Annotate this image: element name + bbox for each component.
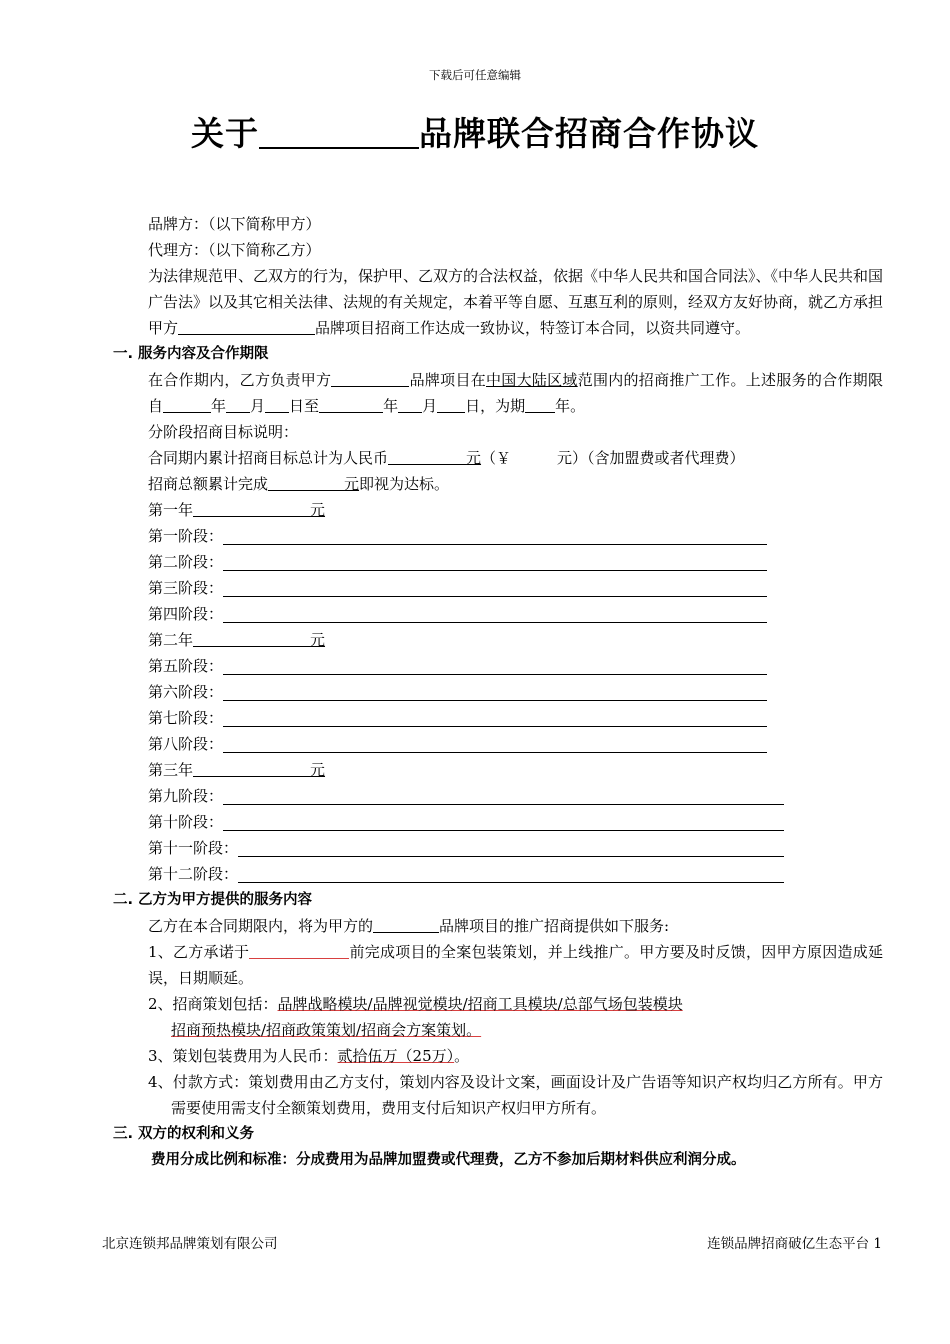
footer-platform-page: 连锁品牌招商破亿生态平台 1 xyxy=(707,1236,882,1252)
stage-1-line xyxy=(113,523,883,549)
item1-p2: 前完成项目的全案包装策划，并上线推广。甲方要及时反馈，因甲方原因造成延误，日期顺延。 xyxy=(148,943,883,987)
service-paragraph xyxy=(113,367,883,419)
stage-8-label: 第八阶段： xyxy=(148,735,224,753)
title-blank xyxy=(259,117,419,149)
start-day-label: 日至 xyxy=(289,397,320,415)
service-p2: 品牌项目在 xyxy=(409,371,487,389)
start-year-blank xyxy=(163,396,211,413)
year-1-line xyxy=(113,497,883,523)
section2-intro-p1: 乙方在本合同期限内，将为甲方的 xyxy=(148,917,374,935)
end-year-blank xyxy=(319,396,383,413)
item2-label: 2、招商策划包括： xyxy=(148,995,278,1013)
year-3-label: 第三年 xyxy=(148,761,194,779)
document-body xyxy=(113,211,883,1173)
stage-4-blank xyxy=(223,606,767,623)
stage-11-label: 第十一阶段： xyxy=(148,839,239,857)
year-3-line xyxy=(113,757,883,783)
completion-p2: 即视为达标。 xyxy=(359,475,450,493)
stage-3-blank xyxy=(223,580,767,597)
target-p2: （￥ xyxy=(481,449,512,467)
target-p3: 元）（含加盟费或者代理费） xyxy=(557,449,745,467)
section2-brand-blank xyxy=(373,916,439,933)
stage-4-label: 第四阶段： xyxy=(148,605,224,623)
page-header: 下载后可任意编辑 xyxy=(429,68,521,82)
fee-sharing: 费用分成比例和标准：分成费用为品牌加盟费或代理费，乙方不参加后期材料供应利润分成。 xyxy=(151,1152,746,1168)
year-3-blank xyxy=(193,760,310,777)
start-year-label: 年 xyxy=(211,397,227,415)
stage-6-label: 第六阶段： xyxy=(148,683,224,701)
service-region: 中国大陆区域 xyxy=(486,371,578,389)
section2-item-3 xyxy=(113,1043,883,1069)
item3-amount: 贰拾伍万（25万） xyxy=(337,1047,455,1065)
start-day-blank xyxy=(265,396,289,413)
brand-blank-2 xyxy=(331,370,409,387)
stage-3-line xyxy=(113,575,883,601)
item2-modules-2: 招商预热模块/招商政策策划/招商会方案策划。 xyxy=(171,1021,482,1039)
stage-4-line xyxy=(113,601,883,627)
item2-modules-1: 品牌战略模块/品牌视觉模块/招商工具模块/总部气场包装模块 xyxy=(277,995,683,1013)
year-2-label: 第二年 xyxy=(148,631,194,649)
end-month-label: 月 xyxy=(422,397,438,415)
service-p1: 在合作期内，乙方负责甲方 xyxy=(148,371,332,389)
title-prefix: 关于 xyxy=(191,114,259,153)
stage-5-line xyxy=(113,653,883,679)
item3-end: 。 xyxy=(454,1047,470,1065)
section2-item-2-cont xyxy=(113,1017,883,1043)
term-end: 年。 xyxy=(555,397,586,415)
stage-1-label: 第一阶段： xyxy=(148,527,224,545)
section2-intro xyxy=(113,913,883,939)
target-yuan: 元 xyxy=(466,449,482,467)
stage-9-label: 第九阶段： xyxy=(148,787,224,805)
stage-7-blank xyxy=(223,710,767,727)
stage-10-label: 第十阶段： xyxy=(148,813,224,831)
start-month-blank xyxy=(226,396,250,413)
end-day-blank xyxy=(437,396,465,413)
year-1-blank xyxy=(193,500,310,517)
stage-12-blank xyxy=(238,866,784,883)
section1-heading: 一. 服务内容及合作期限 xyxy=(113,346,269,362)
end-year-label: 年 xyxy=(383,397,399,415)
stage-6-line xyxy=(113,679,883,705)
section2-item-2 xyxy=(113,991,883,1017)
stage-12-line xyxy=(113,861,883,887)
section2-heading: 二. 乙方为甲方提供的服务内容 xyxy=(113,892,313,908)
target-p1: 合同期内累计招商目标总计为人民币 xyxy=(148,449,389,467)
stage-2-blank xyxy=(223,554,767,571)
item1-p1: 1、乙方承诺于 xyxy=(148,943,250,961)
stage-10-line xyxy=(113,809,883,835)
stage-7-line xyxy=(113,705,883,731)
section2-intro-p2: 品牌项目的推广招商提供如下服务: xyxy=(439,917,670,935)
start-month-label: 月 xyxy=(250,397,266,415)
service-p3: 范围内的招商推广工作。上述服务的合作期限自 xyxy=(148,371,883,415)
term-label: 日，为期 xyxy=(465,397,526,415)
stage-11-blank xyxy=(238,840,784,857)
intro-part2: 品牌项目招商工作达成一致协议，特签订本合同，以资共同遵守。 xyxy=(315,319,751,337)
year-2-yuan: 元 xyxy=(310,631,326,649)
stage-2-line xyxy=(113,549,883,575)
target-amount-blank xyxy=(388,448,466,465)
stage-9-blank xyxy=(223,788,784,805)
stage-3-label: 第三阶段： xyxy=(148,579,224,597)
intro-paragraph xyxy=(113,263,883,341)
section2-item-1 xyxy=(113,939,883,991)
stage-2-label: 第二阶段： xyxy=(148,553,224,571)
term-years-blank xyxy=(525,396,555,413)
target-line xyxy=(113,445,883,471)
year-2-line xyxy=(113,627,883,653)
end-month-blank xyxy=(398,396,422,413)
document-title xyxy=(0,108,950,155)
agent-party: 代理方：（以下简称乙方） xyxy=(148,241,321,259)
section3-heading: 三. 双方的权利和义务 xyxy=(113,1126,255,1142)
stage-8-blank xyxy=(223,736,767,753)
intro-part1: 为法律规范甲、乙双方的行为，保护甲、乙双方的合法权益，依据《中华人民共和国合同法》、《中华人民共和国广告法》以及其它相关法律、法规的有关规定，本着平等自愿、互惠互利的原则，经双方友好协商，就乙方承担甲方 xyxy=(148,267,884,337)
completion-yuan: 元 xyxy=(344,475,360,493)
footer-company: 北京连锁邦品牌策划有限公司 xyxy=(102,1236,278,1252)
stage-5-blank xyxy=(223,658,767,675)
stage-10-blank xyxy=(223,814,784,831)
brand-blank xyxy=(178,318,315,335)
deadline-blank xyxy=(249,942,349,959)
completion-blank xyxy=(268,474,344,491)
year-2-blank xyxy=(193,630,310,647)
title-suffix: 品牌联合招商合作协议 xyxy=(419,114,759,153)
stage-11-line xyxy=(113,835,883,861)
year-1-label: 第一年 xyxy=(148,501,194,519)
completion-line xyxy=(113,471,883,497)
stage-1-blank xyxy=(223,528,767,545)
stage-8-line xyxy=(113,731,883,757)
year-3-yuan: 元 xyxy=(310,761,326,779)
stage-6-blank xyxy=(223,684,767,701)
stage-5-label: 第五阶段： xyxy=(148,657,224,675)
stage-9-line xyxy=(113,783,883,809)
stage-12-label: 第十二阶段： xyxy=(148,865,239,883)
stage-intro: 分阶段招商目标说明： xyxy=(148,423,299,441)
completion-p1: 招商总额累计完成 xyxy=(148,475,269,493)
item3-label: 3、策划包装费用为人民币： xyxy=(148,1047,338,1065)
section2-item-4: 4、付款方式：策划费用由乙方支付，策划内容及设计文案，画面设计及广告语等知识产权均归乙方所有。甲方需要使用需支付全额策划费用，费用支付后知识产权归甲方所有。 xyxy=(148,1073,883,1117)
brand-party: 品牌方：（以下简称甲方） xyxy=(148,215,321,233)
year-1-yuan: 元 xyxy=(310,501,326,519)
stage-7-label: 第七阶段： xyxy=(148,709,224,727)
